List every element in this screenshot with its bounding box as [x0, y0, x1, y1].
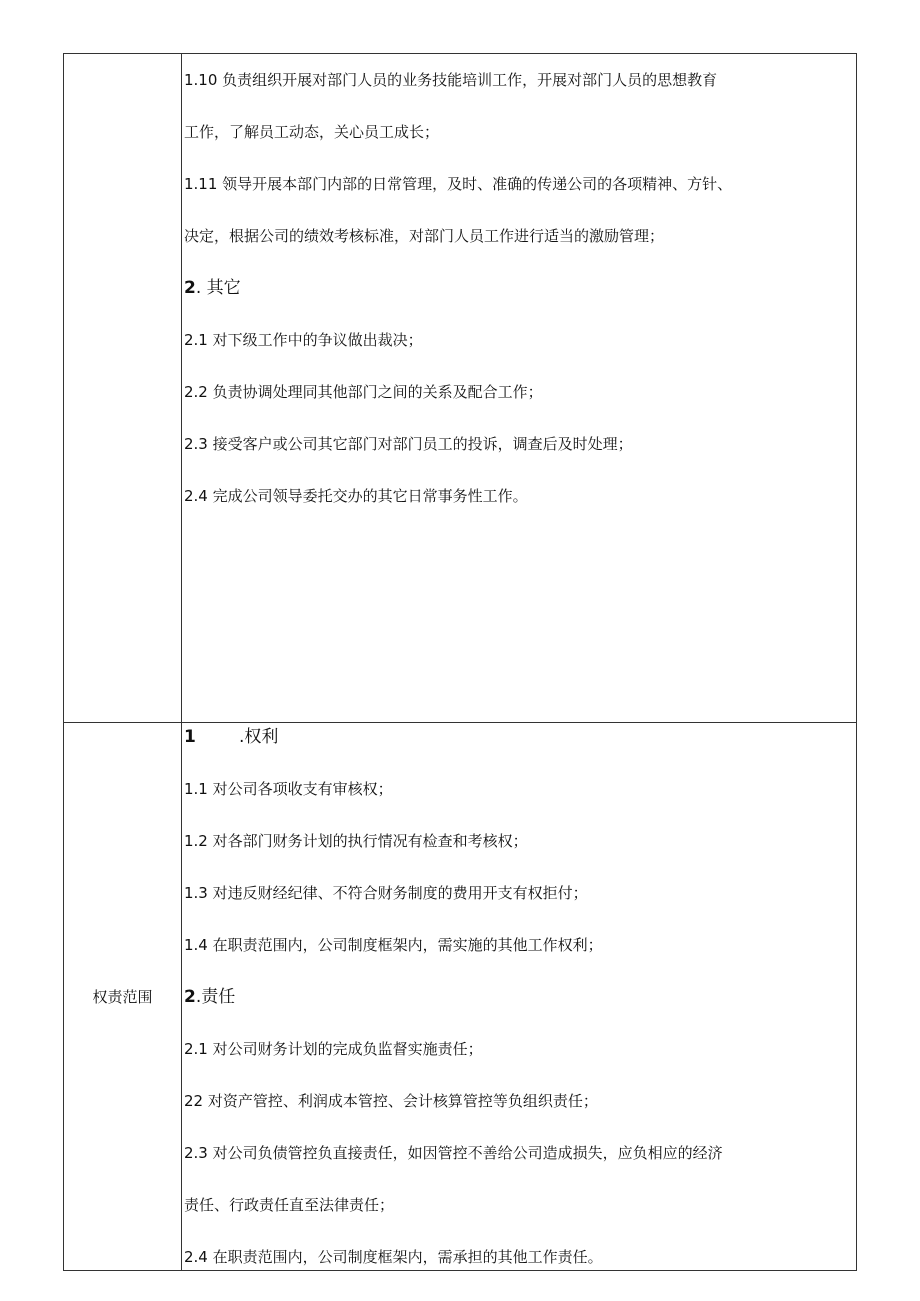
heading-text: .责任 [195, 987, 236, 1007]
duty-table [63, 53, 857, 1271]
text-line: 2.1 对下级工作中的争议做出裁决； [184, 331, 423, 349]
table-row [64, 723, 857, 1271]
authority-content-cell [182, 723, 857, 1271]
row-label [64, 54, 182, 723]
section-heading [184, 724, 852, 750]
authority-lines [184, 723, 852, 1270]
text-line: 2.4 在职责范围内，公司制度框架内，需承担的其他工作责任。 [184, 1248, 603, 1266]
text-line: 决定，根据公司的绩效考核标准，对部门人员工作进行适当的激励管理； [184, 227, 665, 245]
text-line: 2.4 完成公司领导委托交办的其它日常事务性工作。 [184, 487, 528, 505]
row-label: 权责范围 [64, 723, 182, 1271]
text-line: 1.4 在职责范围内，公司制度框架内，需实施的其他工作权利； [184, 936, 603, 954]
heading-text: . 其它 [195, 278, 241, 298]
heading-number: 2 [184, 987, 196, 1007]
duties-lines [184, 54, 852, 509]
section-heading [184, 984, 852, 1010]
text-line: 1.3 对违反财经纪律、不符合财务制度的费用开支有权拒付； [184, 884, 588, 902]
heading-number: 2 [184, 278, 196, 298]
text-line: 2.1 对公司财务计划的完成负监督实施责任； [184, 1040, 483, 1058]
section-heading [184, 275, 852, 301]
text-line: 2.2 负责协调处理同其他部门之间的关系及配合工作； [184, 383, 543, 401]
text-line: 2.3 接受客户或公司其它部门对部门员工的投诉，调查后及时处理； [184, 435, 633, 453]
heading-number: 1 [184, 727, 196, 747]
duties-content-cell [182, 54, 857, 723]
text-line: 1.11 领导开展本部门内部的日常管理，及时、准确的传递公司的各项精神、方针、 [184, 175, 733, 193]
text-line: 责任、行政责任直至法律责任； [184, 1196, 395, 1214]
table-row [64, 54, 857, 723]
text-line: 1.10 负责组织开展对部门人员的业务技能培训工作，开展对部门人员的思想教育 [184, 71, 718, 89]
text-line: 2.3 对公司负债管控负直接责任，如因管控不善给公司造成损失，应负相应的经济 [184, 1144, 723, 1162]
text-line: 1.2 对各部门财务计划的执行情况有检查和考核权； [184, 832, 528, 850]
heading-text: .权利 [239, 727, 279, 747]
text-line: 1.1 对公司各项收支有审核权； [184, 780, 393, 798]
text-line: 22 对资产管控、利润成本管控、会计核算管控等负组织责任； [184, 1092, 598, 1110]
text-line: 工作，了解员工动态，关心员工成长； [184, 123, 440, 141]
